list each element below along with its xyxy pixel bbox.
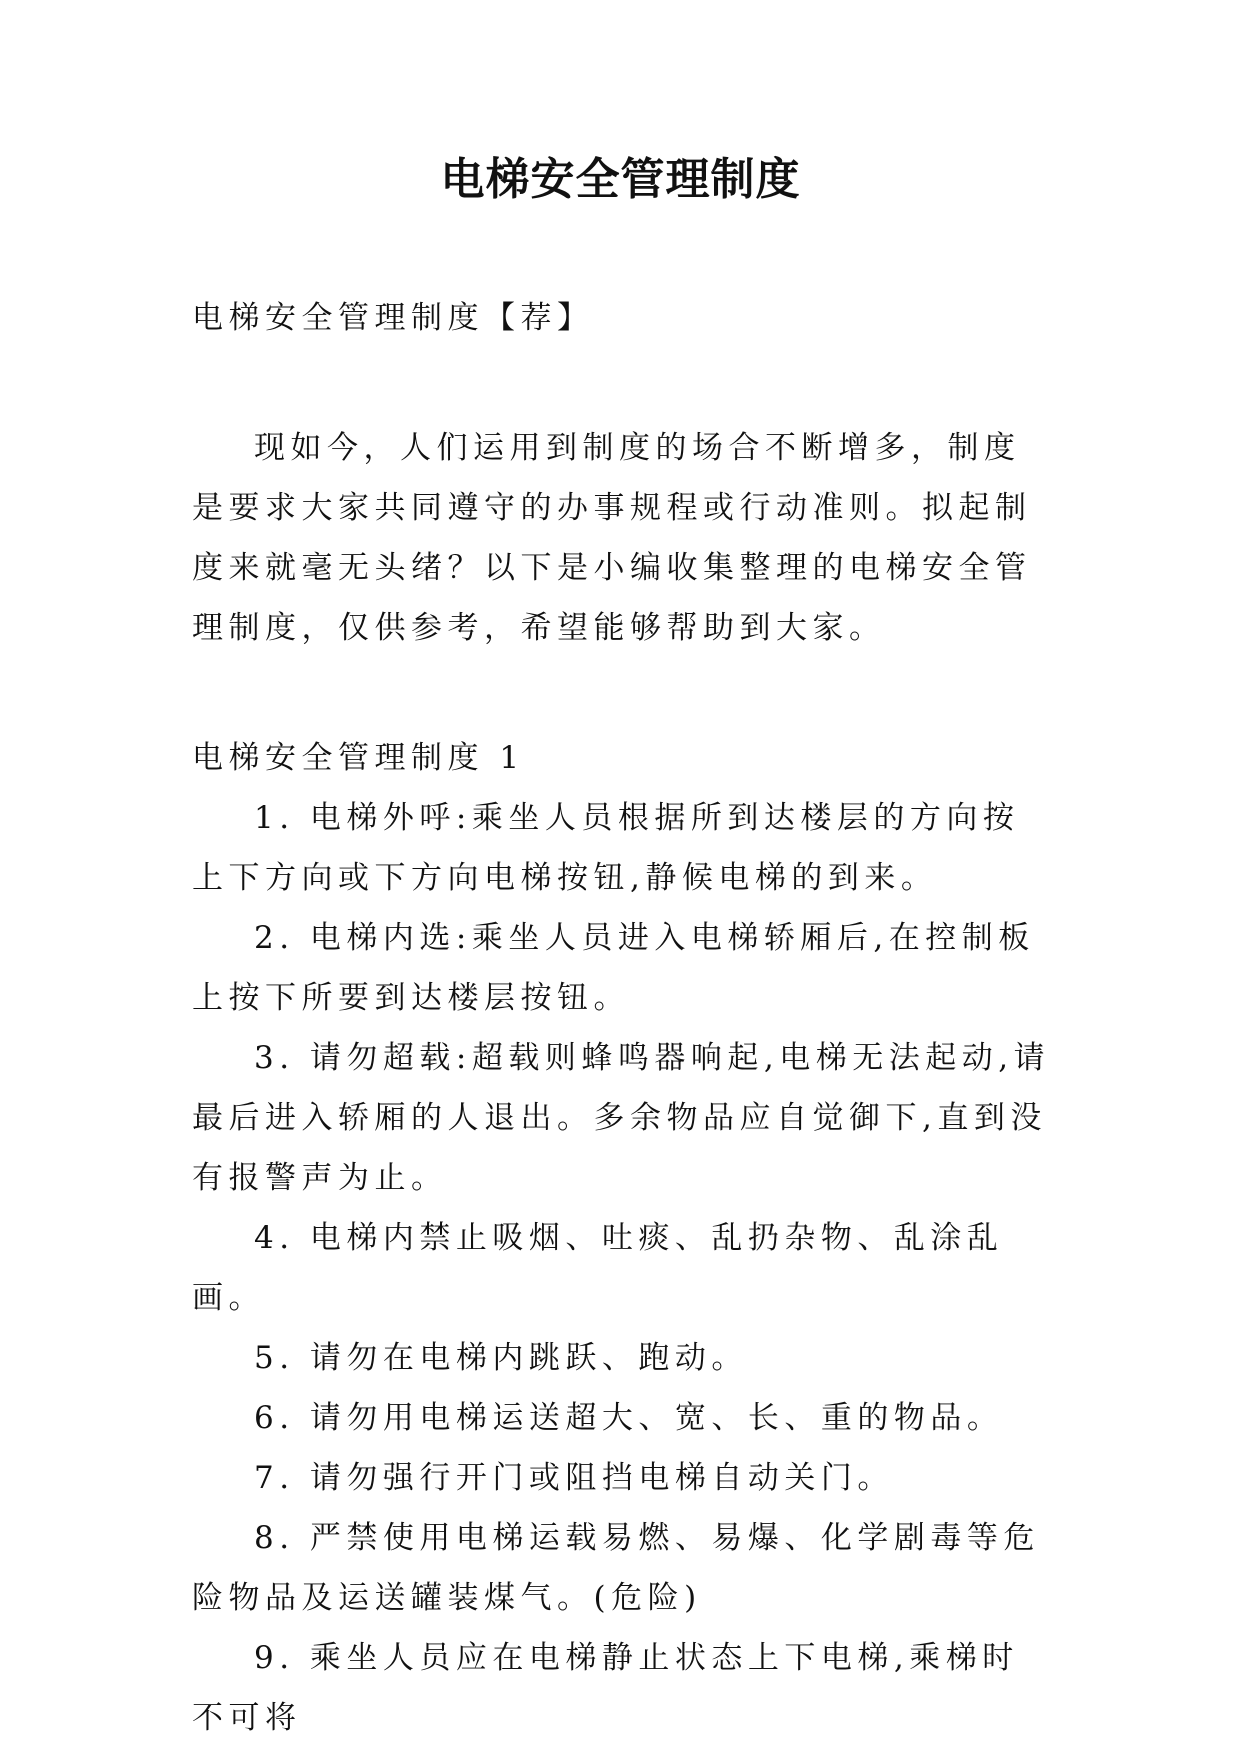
- list-item: 2. 电梯内选:乘坐人员进入电梯轿厢后,在控制板上按下所要到达楼层按钮。: [192, 920, 1035, 1016]
- list-item: 7. 请勿强行开门或阻挡电梯自动关门。: [254, 1460, 894, 1496]
- list-item: 5. 请勿在电梯内跳跃、跑动。: [254, 1340, 748, 1376]
- intro-paragraph: 现如今，人们运用到制度的场合不断增多，制度是要求大家共同遵守的办事规程或行动准则。拟起制度来就毫无头绪？以下是小编收集整理的电梯安全管理制度，仅供参考，希望能够帮助到大家。: [192, 430, 1032, 646]
- list-item: 8. 严禁使用电梯运载易燃、易爆、化学剧毒等危险物品及运送罐装煤气。(危险): [192, 1520, 1040, 1616]
- list-item: 1. 电梯外呼:乘坐人员根据所到达楼层的方向按上下方向或下方向电梯按钮,静候电梯的到来。: [192, 800, 1020, 896]
- list-item: 6. 请勿用电梯运送超大、宽、长、重的物品。: [254, 1400, 1004, 1436]
- list-item: 9. 乘坐人员应在电梯静止状态上下电梯,乘梯时不可将: [192, 1640, 1019, 1736]
- document-title: 电梯安全管理制度: [440, 154, 801, 205]
- list-item: 4. 电梯内禁止吸烟、吐痰、乱扔杂物、乱涂乱画。: [192, 1220, 1004, 1316]
- section-heading: 电梯安全管理制度 1: [192, 740, 525, 776]
- document-body: [192, 288, 1054, 1748]
- document-subtitle: 电梯安全管理制度【荐】: [192, 300, 594, 336]
- list-item: 3. 请勿超载:超载则蜂鸣器响起,电梯无法起动,请最后进入轿厢的人退出。多余物品应自觉御下,直到没有报警声为止。: [192, 1040, 1051, 1196]
